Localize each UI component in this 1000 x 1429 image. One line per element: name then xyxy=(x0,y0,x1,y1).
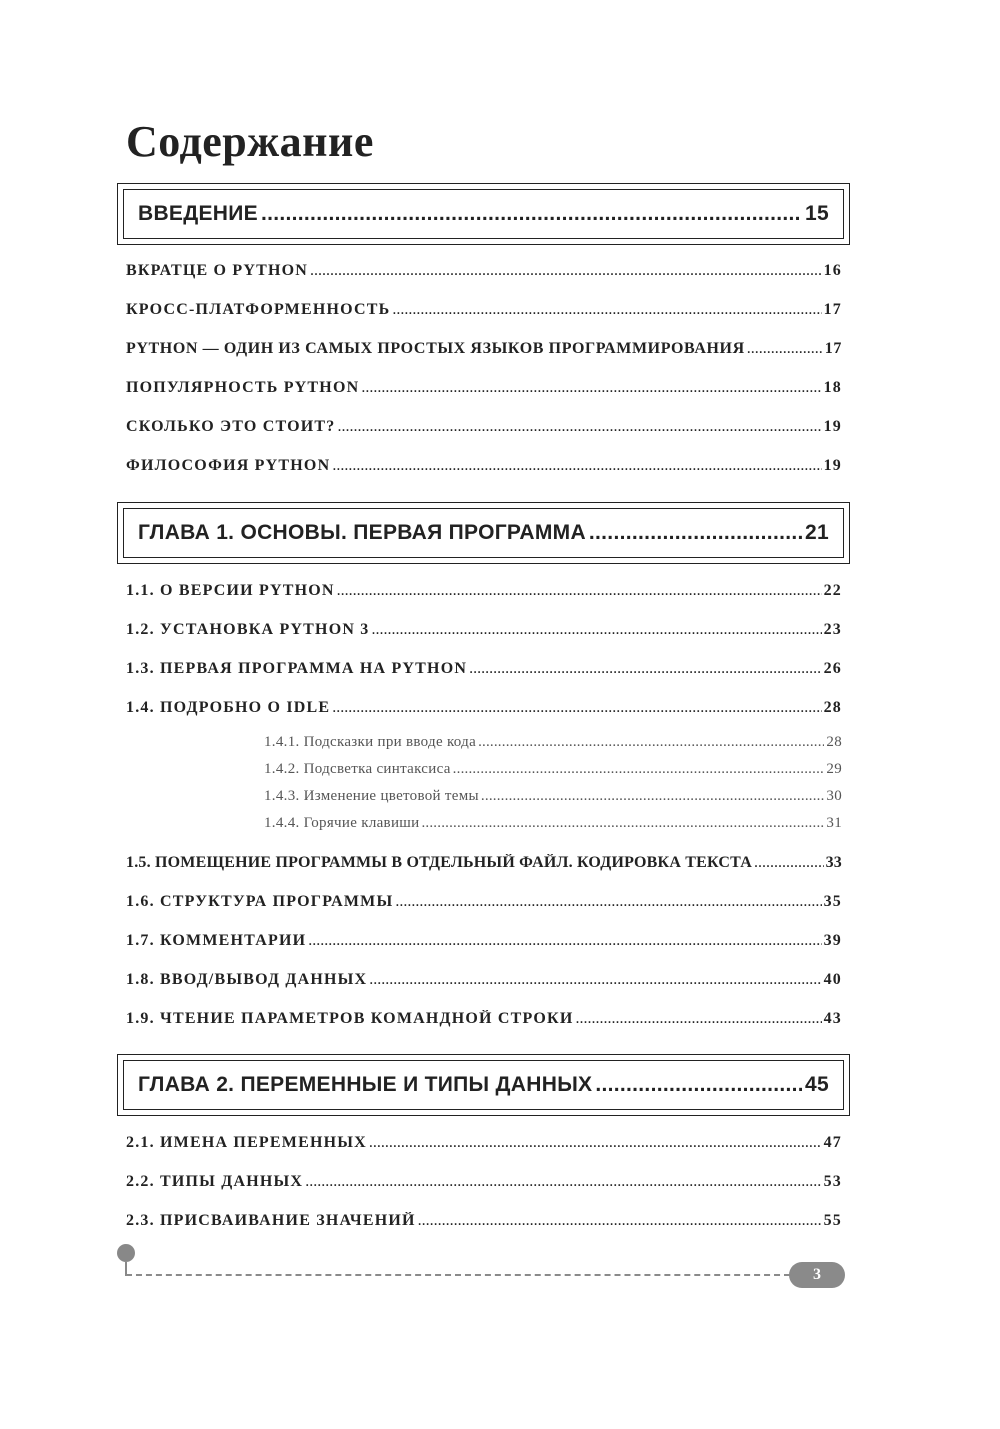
leader-dots xyxy=(392,301,821,319)
entry-title: 1.4.3. Изменение цветовой темы xyxy=(264,788,479,804)
toc-entry[interactable] xyxy=(126,699,842,721)
entry-title: 1.9. ЧТЕНИЕ ПАРАМЕТРОВ КОМАНДНОЙ СТРОКИ xyxy=(126,1010,574,1027)
toc-entry[interactable] xyxy=(126,301,842,323)
toc-entry[interactable] xyxy=(126,379,842,401)
entry-page-number: 17 xyxy=(824,340,842,357)
entry-title: 1.4. ПОДРОБНО О IDLE xyxy=(126,699,331,716)
leader-dots xyxy=(305,1173,821,1191)
toc-entry[interactable] xyxy=(126,582,842,604)
toc-entry[interactable] xyxy=(126,1134,842,1156)
leader-dots xyxy=(747,340,823,358)
chapter-title: ГЛАВА 2. ПЕРЕМЕННЫЕ И ТИПЫ ДАННЫХ xyxy=(138,1073,593,1096)
toc-entry[interactable] xyxy=(126,457,842,479)
leader-dots xyxy=(395,893,821,911)
entry-page-number: 17 xyxy=(823,301,842,318)
entry-page-number: 43 xyxy=(823,1010,842,1027)
leader-dots xyxy=(261,202,802,226)
leader-dots xyxy=(308,932,821,950)
entry-title: 1.5. ПОМЕЩЕНИЕ ПРОГРАММЫ В ОТДЕЛЬНЫЙ ФАЙЛ. КОДИРОВКА ТЕКСТА xyxy=(126,854,753,871)
toc-subentry[interactable] xyxy=(264,734,842,754)
toc-subentry[interactable] xyxy=(264,761,842,781)
chapter-page-number: 45 xyxy=(805,1073,829,1096)
toc-entry[interactable] xyxy=(126,621,842,643)
toc-entry[interactable] xyxy=(126,932,842,954)
chapter-title: ВВЕДЕНИЕ xyxy=(138,202,258,225)
toc-entry[interactable] xyxy=(126,418,842,440)
toc-entry[interactable] xyxy=(126,262,842,284)
toc-subentry[interactable] xyxy=(264,815,842,835)
entry-page-number: 29 xyxy=(826,761,842,777)
footer-bullet-icon xyxy=(117,1244,135,1262)
leader-dots xyxy=(372,621,822,639)
entry-page-number: 39 xyxy=(823,932,842,949)
entry-page-number: 33 xyxy=(825,854,842,871)
entry-title: ФИЛОСОФИЯ PYTHON xyxy=(126,457,331,474)
entry-title: 2.2. ТИПЫ ДАННЫХ xyxy=(126,1173,304,1190)
entry-page-number: 19 xyxy=(823,418,842,435)
page-number-badge: 3 xyxy=(789,1262,845,1288)
leader-dots xyxy=(469,660,821,678)
leader-dots xyxy=(481,788,824,805)
leader-dots xyxy=(332,699,821,717)
entry-title: 2.1. ИМЕНА ПЕРЕМЕННЫХ xyxy=(126,1134,367,1151)
entry-title: 1.1. О ВЕРСИИ PYTHON xyxy=(126,582,335,599)
leader-dots xyxy=(337,582,822,600)
entry-title: 1.8. ВВОД/ВЫВОД ДАННЫХ xyxy=(126,971,368,988)
chapter-heading-2[interactable] xyxy=(117,1054,850,1116)
leader-dots xyxy=(418,1212,822,1230)
leader-dots xyxy=(453,761,825,778)
toc-entry[interactable] xyxy=(126,971,842,993)
leader-dots xyxy=(421,815,824,832)
leader-dots xyxy=(310,262,822,280)
entry-title: 1.7. КОММЕНТАРИИ xyxy=(126,932,307,949)
entry-page-number: 28 xyxy=(823,699,842,716)
entry-page-number: 19 xyxy=(823,457,842,474)
entry-page-number: 55 xyxy=(823,1212,842,1229)
entry-title: 2.3. ПРИСВАИВАНИЕ ЗНАЧЕНИЙ xyxy=(126,1212,416,1229)
leader-dots xyxy=(478,734,824,751)
chapter-heading-1[interactable] xyxy=(117,502,850,564)
chapter-title: ГЛАВА 1. ОСНОВЫ. ПЕРВАЯ ПРОГРАММА xyxy=(138,521,586,544)
page-title: Содержание xyxy=(126,117,374,166)
leader-dots xyxy=(332,457,821,475)
entry-page-number: 40 xyxy=(823,971,842,988)
entry-page-number: 30 xyxy=(826,788,842,804)
toc-entry[interactable] xyxy=(126,854,842,876)
entry-page-number: 35 xyxy=(823,893,842,910)
entry-title: 1.2. УСТАНОВКА PYTHON 3 xyxy=(126,621,370,638)
entry-page-number: 47 xyxy=(823,1134,842,1151)
leader-dots xyxy=(361,379,821,397)
entry-title: 1.6. СТРУКТУРА ПРОГРАММЫ xyxy=(126,893,394,910)
entry-page-number: 22 xyxy=(823,582,842,599)
leader-dots xyxy=(589,521,802,545)
chapter-heading-intro[interactable] xyxy=(117,183,850,245)
leader-dots xyxy=(338,418,822,436)
entry-title: 1.4.1. Подсказки при вводе кода xyxy=(264,734,477,750)
entry-page-number: 16 xyxy=(823,262,842,279)
leader-dots xyxy=(595,1073,802,1097)
entry-page-number: 23 xyxy=(823,621,842,638)
entry-page-number: 31 xyxy=(826,815,842,831)
chapter-page-number: 15 xyxy=(805,202,829,225)
leader-dots xyxy=(369,1134,822,1152)
entry-page-number: 28 xyxy=(826,734,842,750)
toc-entry[interactable] xyxy=(126,660,842,682)
footer-dashed-rule xyxy=(126,1274,790,1276)
toc-entry[interactable] xyxy=(126,1212,842,1234)
leader-dots xyxy=(754,854,824,872)
entry-title: КРОСС-ПЛАТФОРМЕННОСТЬ xyxy=(126,301,391,318)
entry-page-number: 53 xyxy=(823,1173,842,1190)
toc-entry[interactable] xyxy=(126,1173,842,1195)
chapter-page-number: 21 xyxy=(805,521,829,544)
entry-page-number: 26 xyxy=(823,660,842,677)
entry-page-number: 18 xyxy=(823,379,842,396)
entry-title: 1.3. ПЕРВАЯ ПРОГРАММА НА PYTHON xyxy=(126,660,468,677)
leader-dots xyxy=(369,971,821,989)
toc-entry[interactable] xyxy=(126,340,842,362)
leader-dots xyxy=(575,1010,821,1028)
entry-title: ВКРАТЦЕ О PYTHON xyxy=(126,262,309,279)
entry-title: 1.4.2. Подсветка синтаксиса xyxy=(264,761,451,777)
toc-subentry[interactable] xyxy=(264,788,842,808)
entry-title: СКОЛЬКО ЭТО СТОИТ? xyxy=(126,418,336,435)
entry-title: ПОПУЛЯРНОСТЬ PYTHON xyxy=(126,379,360,396)
entry-title: PYTHON — ОДИН ИЗ САМЫХ ПРОСТЫХ ЯЗЫКОВ ПРОГРАММИРОВАНИЯ xyxy=(126,340,745,357)
entry-title: 1.4.4. Горячие клавиши xyxy=(264,815,420,831)
toc-entry[interactable] xyxy=(126,893,842,915)
toc-entry[interactable] xyxy=(126,1010,842,1032)
